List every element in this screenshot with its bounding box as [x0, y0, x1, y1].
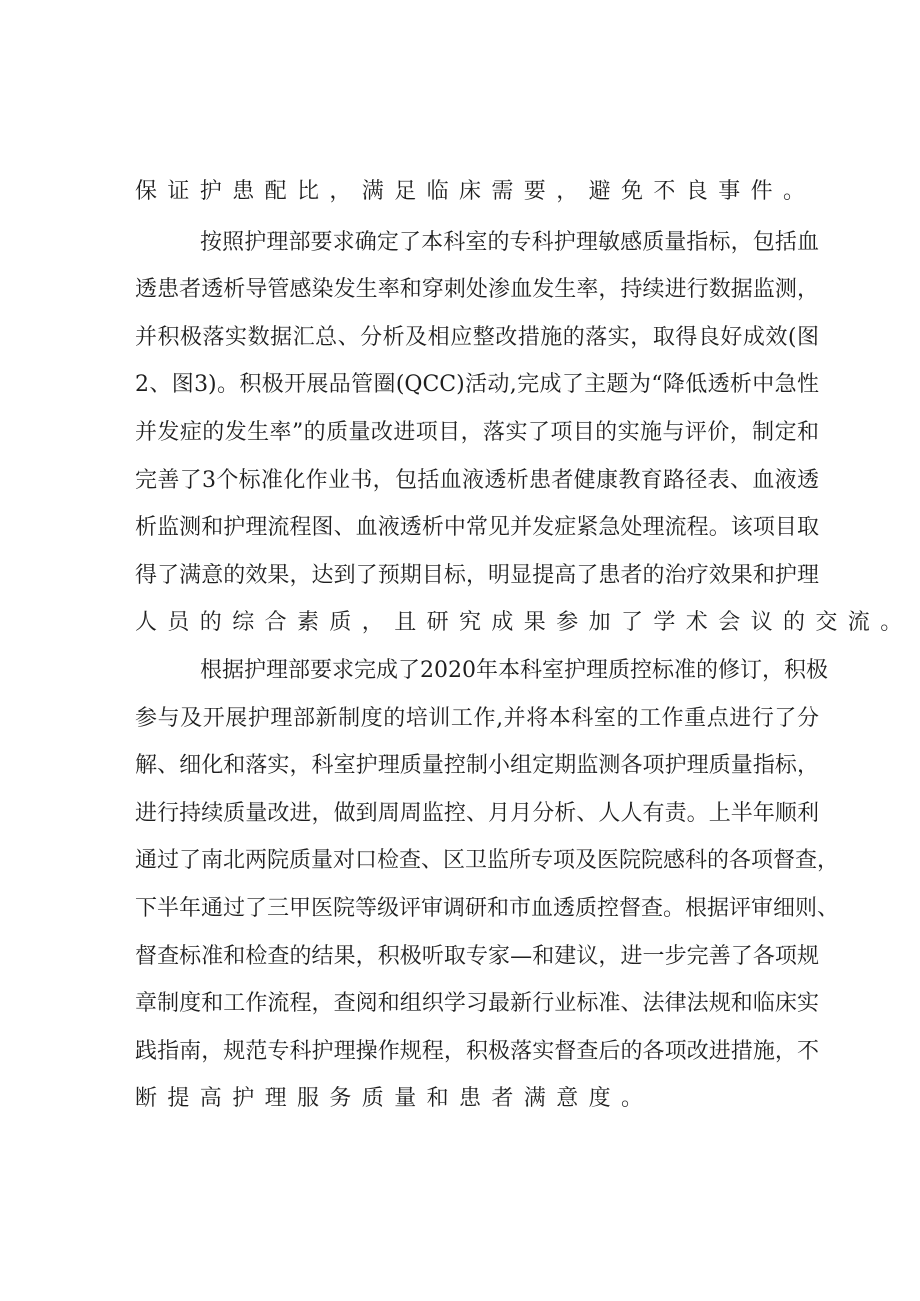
text-line: 并积极落实数据汇总、分析及相应整改措施的落实，取得良好成效(图	[135, 324, 819, 350]
text-line: 章制度和工作流程，查阅和组织学习最新行业标准、法律法规和临床实	[135, 991, 819, 1017]
text-line: 参与及开展护理部新制度的培训工作,并将本科室的工作重点进行了分	[135, 705, 819, 731]
text-line: 督查标准和检查的结果，积极听取专家—和建议，进一步完善了各项规	[135, 943, 819, 969]
document-page	[135, 168, 913, 1123]
text-line: 进行持续质量改进，做到周周监控、月月分析、人人有责。上半年顺利	[135, 800, 819, 826]
text-line: 2、图3)。积极开展品管圈(QCC)活动,完成了主题为“降低透析中急性	[135, 372, 819, 398]
text-line: 透患者透析导管感染发生率和穿刺处渗血发生率，持续进行数据监测，	[135, 277, 819, 303]
text-line: 解、细化和落实，科室护理质量控制小组定期监测各项护理质量指标，	[135, 753, 819, 779]
text-line: 保证护患配比，满足临床需要，避免不良事件。	[135, 179, 816, 204]
text-line: 通过了南北两院质量对口检查、区卫监所专项及医院院感科的各项督查，	[135, 848, 840, 874]
text-line: 并发症的发生率”的质量改进项目，落实了项目的实施与评价，制定和	[135, 419, 819, 445]
paragraph-quality-indicators	[135, 219, 913, 647]
text-line: 根据护理部要求完成了2020年本科室护理质控标准的修订，积极	[200, 657, 828, 683]
text-line: 断提高护理服务质量和患者满意度。	[135, 1086, 654, 1112]
text-line: 完善了3个标准化作业书，包括血液透析患者健康教育路径表、血液透	[135, 467, 819, 493]
paragraph-quality-control	[135, 647, 840, 1123]
paragraph-continuation	[135, 168, 819, 216]
text-line: 析监测和护理流程图、血液透析中常见并发症紧急处理流程。该项目取	[135, 515, 819, 541]
text-line: 按照护理部要求确定了本科室的专科护理敏感质量指标，包括血	[200, 229, 819, 255]
text-line: 下半年通过了三甲医院等级评审调研和市血透质控督查。根据评审细则、	[135, 895, 840, 921]
text-line: 践指南，规范专科护理操作规程，积极落实督查后的各项改进措施，不	[135, 1038, 819, 1064]
text-line: 人员的综合素质，且研究成果参加了学术会议的交流。	[135, 610, 913, 636]
text-line: 得了满意的效果，达到了预期目标，明显提高了患者的治疗效果和护理	[135, 562, 819, 588]
